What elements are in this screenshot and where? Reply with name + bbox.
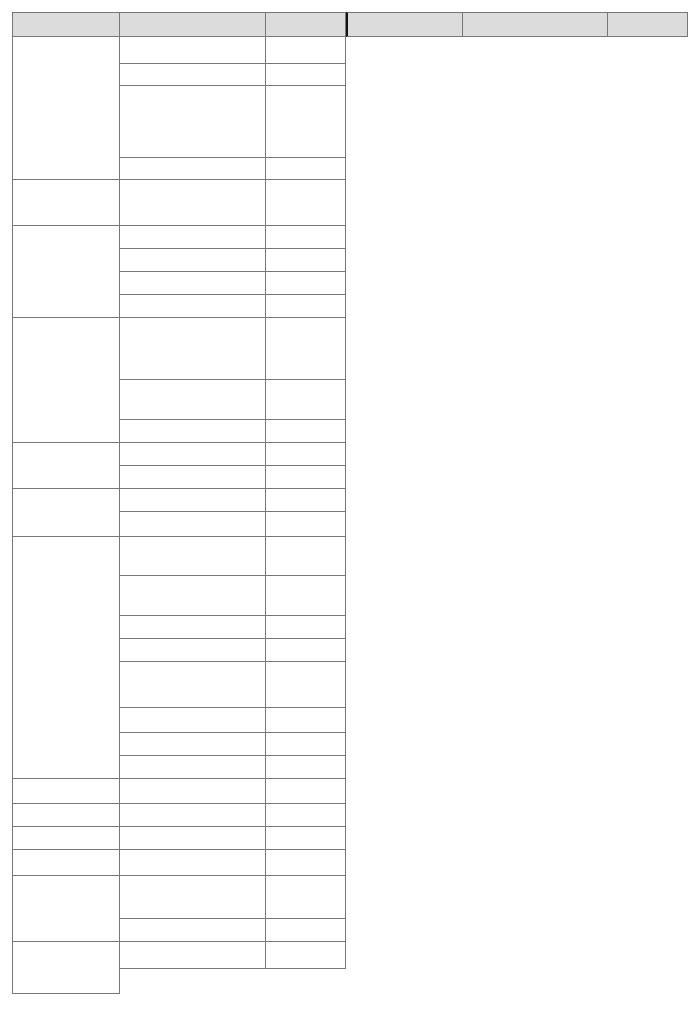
left-spec-cell bbox=[120, 37, 266, 64]
left-fee-cell bbox=[266, 466, 346, 489]
header-fee-left bbox=[266, 12, 346, 37]
left-spec-cell bbox=[120, 158, 266, 180]
left-spec-cell bbox=[120, 942, 266, 969]
left-fee-cell bbox=[266, 380, 346, 420]
left-fee-cell bbox=[266, 733, 346, 756]
left-spec-cell bbox=[120, 804, 266, 827]
header-item-left bbox=[12, 12, 120, 37]
left-spec-cell bbox=[120, 733, 266, 756]
left-fee-cell bbox=[266, 489, 346, 512]
left-spec-cell bbox=[120, 639, 266, 662]
left-spec-cell bbox=[120, 380, 266, 420]
left-spec-cell bbox=[120, 249, 266, 272]
header-spec-left bbox=[120, 12, 266, 37]
left-item-name bbox=[12, 942, 120, 994]
left-spec-cell bbox=[120, 512, 266, 537]
left-fee-cell bbox=[266, 779, 346, 804]
left-spec-cell bbox=[120, 576, 266, 616]
left-spec-cell bbox=[120, 64, 266, 86]
left-item-name bbox=[12, 226, 120, 318]
left-spec-cell bbox=[120, 226, 266, 249]
left-fee-cell bbox=[266, 295, 346, 318]
left-spec-cell bbox=[120, 86, 266, 158]
left-spec-cell bbox=[120, 662, 266, 708]
left-item-name bbox=[12, 804, 120, 827]
header-item-right bbox=[346, 12, 463, 37]
left-fee-cell bbox=[266, 420, 346, 443]
left-fee-cell bbox=[266, 226, 346, 249]
left-fee-cell bbox=[266, 639, 346, 662]
left-spec-cell bbox=[120, 489, 266, 512]
left-item-name bbox=[12, 537, 120, 779]
left-fee-cell bbox=[266, 512, 346, 537]
left-spec-cell bbox=[120, 537, 266, 576]
left-spec-cell bbox=[120, 272, 266, 295]
left-spec-cell bbox=[120, 779, 266, 804]
left-fee-cell bbox=[266, 919, 346, 942]
left-fee-cell bbox=[266, 443, 346, 466]
left-fee-cell bbox=[266, 616, 346, 639]
left-spec-cell bbox=[120, 466, 266, 489]
left-fee-cell bbox=[266, 827, 346, 850]
left-item-name bbox=[12, 827, 120, 850]
header-spec-right bbox=[463, 12, 608, 37]
left-spec-cell bbox=[120, 180, 266, 226]
left-item-name bbox=[12, 489, 120, 537]
left-item-name bbox=[12, 779, 120, 804]
left-spec-cell bbox=[120, 876, 266, 919]
left-fee-cell bbox=[266, 850, 346, 876]
left-fee-cell bbox=[266, 318, 346, 380]
left-fee-cell bbox=[266, 942, 346, 969]
left-fee-cell bbox=[266, 876, 346, 919]
left-fee-cell bbox=[266, 158, 346, 180]
left-item-name bbox=[12, 180, 120, 226]
left-fee-cell bbox=[266, 537, 346, 576]
left-spec-cell bbox=[120, 616, 266, 639]
left-item-name bbox=[12, 443, 120, 489]
left-fee-cell bbox=[266, 64, 346, 86]
left-fee-cell bbox=[266, 180, 346, 226]
left-spec-cell bbox=[120, 827, 266, 850]
left-spec-cell bbox=[120, 756, 266, 779]
left-fee-cell bbox=[266, 576, 346, 616]
left-item-name bbox=[12, 850, 120, 876]
left-fee-cell bbox=[266, 86, 346, 158]
left-spec-cell bbox=[120, 295, 266, 318]
left-fee-cell bbox=[266, 756, 346, 779]
left-spec-cell bbox=[120, 443, 266, 466]
left-spec-cell bbox=[120, 919, 266, 942]
left-item-name bbox=[12, 318, 120, 443]
left-fee-cell bbox=[266, 708, 346, 733]
left-fee-cell bbox=[266, 272, 346, 295]
left-spec-cell bbox=[120, 318, 266, 380]
left-spec-cell bbox=[120, 420, 266, 443]
left-fee-cell bbox=[266, 804, 346, 827]
left-spec-cell bbox=[120, 708, 266, 733]
left-item-name bbox=[12, 876, 120, 942]
left-fee-cell bbox=[266, 249, 346, 272]
left-item-name bbox=[12, 37, 120, 180]
header-fee-right bbox=[608, 12, 688, 37]
left-spec-cell bbox=[120, 850, 266, 876]
left-fee-cell bbox=[266, 37, 346, 64]
left-fee-cell bbox=[266, 662, 346, 708]
